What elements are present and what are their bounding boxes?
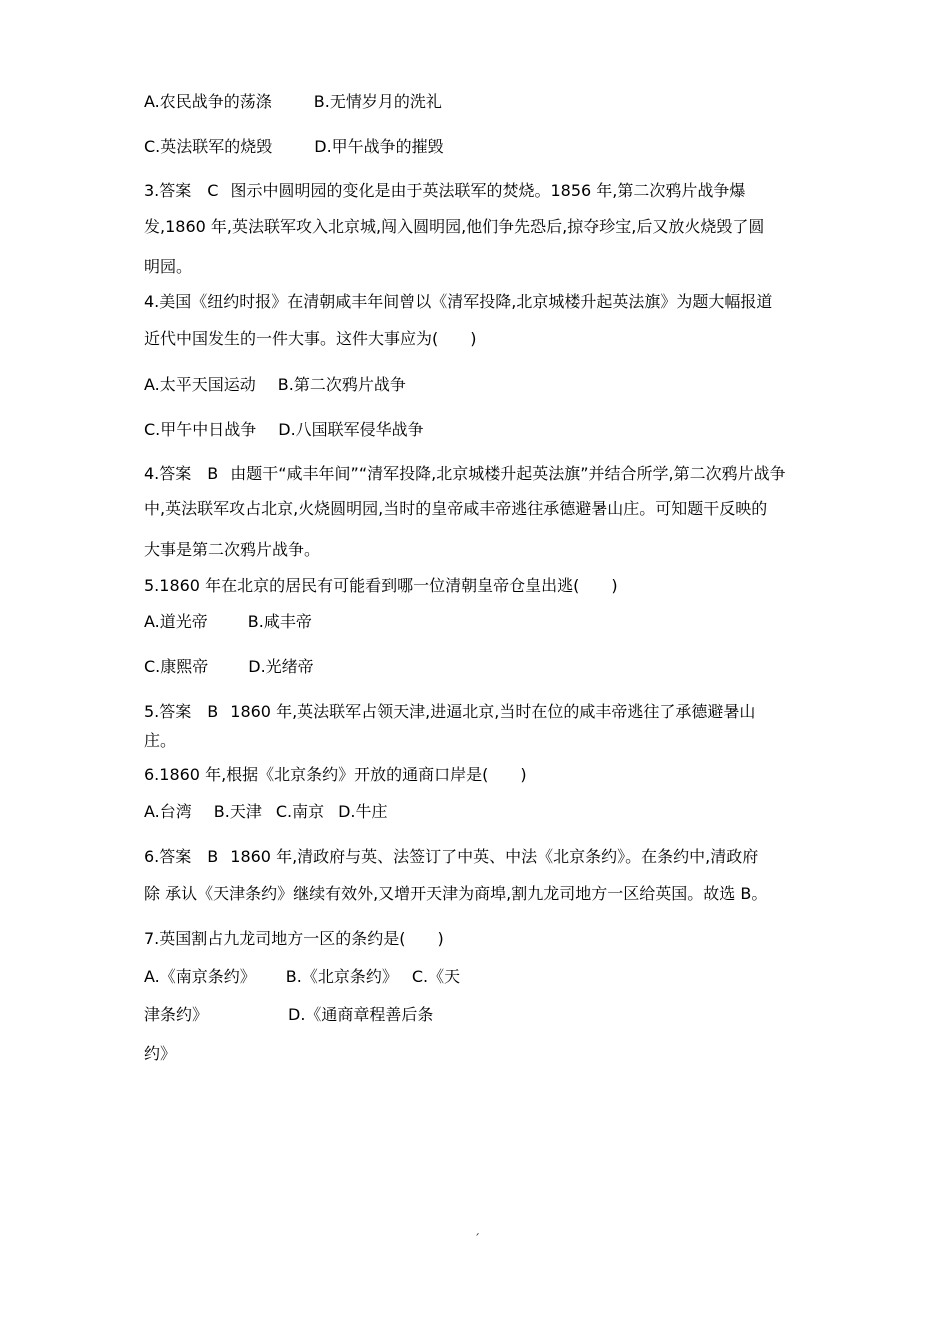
question-4-line1: 4.美国《纽约时报》在清朝咸丰年间曾以《清军投降,北京城楼升起英法旗》为题大幅报道 bbox=[144, 292, 773, 311]
q2-option-a: A.农民战争的荡涤 bbox=[144, 92, 272, 111]
q6-option-a: A.台湾 bbox=[144, 802, 192, 821]
answer-5-label: 5.答案 bbox=[144, 702, 192, 721]
q4-options-row2 bbox=[144, 420, 424, 440]
q7-options-row2 bbox=[144, 1005, 433, 1025]
question-5-line1: 5.1860 年在北京的居民有可能看到哪一位清朝皇帝仓皇出逃( ) bbox=[144, 576, 618, 595]
answer-3-line3: 明园。 bbox=[144, 257, 193, 276]
answer-5-choice: B bbox=[207, 702, 219, 721]
question-7-line1: 7.英国割占九龙司地方一区的条约是( ) bbox=[144, 929, 444, 948]
q4-options-row1 bbox=[144, 375, 406, 395]
q2-options-row2 bbox=[144, 137, 444, 157]
q5-option-c: C.康熙帝 bbox=[144, 657, 209, 676]
question-6-line1: 6.1860 年,根据《北京条约》开放的通商口岸是( ) bbox=[144, 765, 527, 784]
q5-option-d: D.光绪帝 bbox=[248, 657, 314, 676]
answer-4-line2: 中,英法联军攻占北京,火烧圆明园,当时的皇帝咸丰帝逃往承德避暑山庄。可知题干反映的 bbox=[144, 499, 768, 518]
answer-6-line1: 6.答案 B 1860 年,清政府与英、法签订了中英、中法《北京条约》。在条约中,清政府 bbox=[144, 847, 759, 866]
q6-options-row bbox=[144, 802, 388, 822]
q2-option-b: B.无情岁月的洗礼 bbox=[313, 92, 442, 111]
q4-option-c: C.甲午中日战争 bbox=[144, 420, 257, 439]
question-4-line2: 近代中国发生的一件大事。这件大事应为( ) bbox=[144, 329, 477, 348]
q7-option-d-cont: 约》 bbox=[144, 1044, 177, 1063]
q2-option-d: D.甲午战争的摧毁 bbox=[314, 137, 444, 156]
q7-option-b: B.《北京条约》 bbox=[285, 967, 398, 986]
q5-options-row1 bbox=[144, 612, 312, 632]
answer-3-label: 3.答案 bbox=[144, 181, 192, 200]
answer-6-choice: B bbox=[207, 847, 219, 866]
q7-option-c-cont: 津条约》 bbox=[144, 1005, 209, 1024]
q6-option-c: C.南京 bbox=[275, 802, 325, 821]
q7-option-a: A.《南京条约》 bbox=[144, 967, 256, 986]
page-mark: ˊ bbox=[474, 1232, 480, 1246]
q7-options-row3 bbox=[144, 1044, 176, 1064]
answer-6-line2: 除 承认《天津条约》继续有效外,又增开天津为商埠,割九龙司地方一区给英国。故选 B。 bbox=[144, 884, 768, 903]
answer-3-line1: 3.答案 C 图示中圆明园的变化是由于英法联军的焚烧。1856 年,第二次鸦片战争爆 bbox=[144, 181, 746, 200]
answer-4-choice: B bbox=[207, 464, 219, 483]
q7-option-d: D.《通商章程善后条 bbox=[288, 1005, 434, 1024]
answer-3-line2: 发,1860 年,英法联军攻入北京城,闯入圆明园,他们争先恐后,掠夺珍宝,后又放火烧毁了圆 bbox=[144, 217, 765, 236]
answer-4-line1: 4.答案 B 由题干“咸丰年间”“清军投降,北京城楼升起英法旗”并结合所学,第二次鸦片战争 bbox=[144, 464, 786, 483]
q6-option-d: D.牛庄 bbox=[338, 802, 388, 821]
q7-option-c: C.《天 bbox=[411, 967, 461, 986]
q7-options-row1 bbox=[144, 967, 460, 987]
answer-4-label: 4.答案 bbox=[144, 464, 192, 483]
q4-option-d: D.八国联军侵华战争 bbox=[278, 420, 424, 439]
q4-option-a: A.太平天国运动 bbox=[144, 375, 256, 394]
q2-option-c: C.英法联军的烧毁 bbox=[144, 137, 273, 156]
q5-option-a: A.道光帝 bbox=[144, 612, 208, 631]
answer-4-line3: 大事是第二次鸦片战争。 bbox=[144, 540, 321, 559]
q6-option-b: B.天津 bbox=[213, 802, 262, 821]
answer-5-line1: 5.答案 B 1860 年,英法联军占领天津,进逼北京,当时在位的咸丰帝逃往了承德避暑山 bbox=[144, 702, 756, 721]
answer-3-choice: C bbox=[207, 181, 219, 200]
q5-option-b: B.咸丰帝 bbox=[247, 612, 312, 631]
q2-options-row1 bbox=[144, 92, 442, 112]
q5-options-row2 bbox=[144, 657, 314, 677]
answer-6-label: 6.答案 bbox=[144, 847, 192, 866]
q4-option-b: B.第二次鸦片战争 bbox=[277, 375, 406, 394]
answer-5-line2: 庄。 bbox=[144, 731, 177, 750]
